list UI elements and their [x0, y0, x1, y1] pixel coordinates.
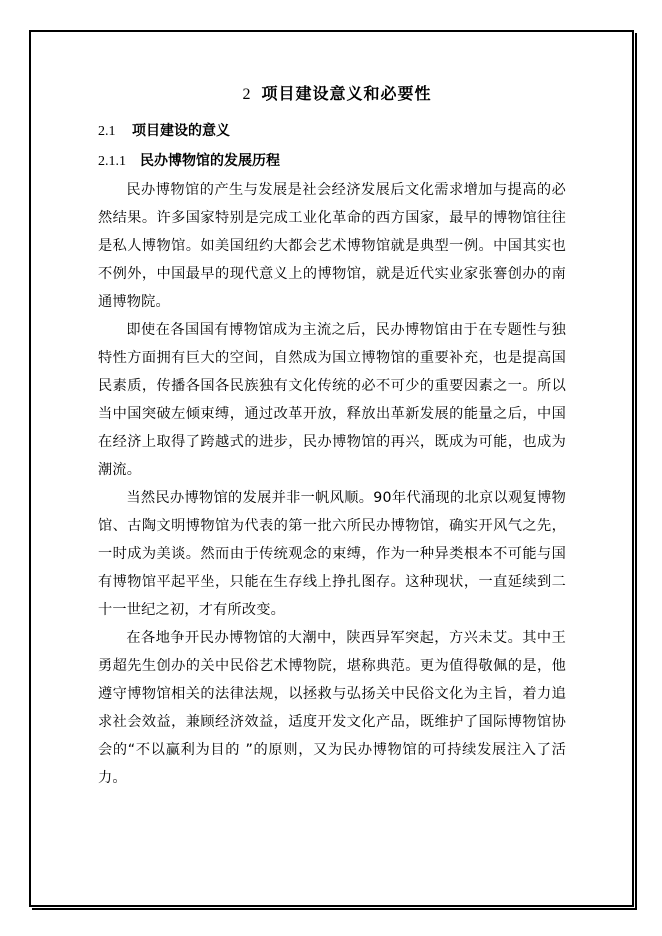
section-heading	[98, 116, 566, 146]
paragraph: 在各地争开民办博物馆的大潮中，陕西异军突起，方兴未艾。其中王勇超先生创办的关中民俗艺术博物院，堪称典范。更为值得敬佩的是，他遵守博物馆相关的法律法规，以拯救与弘扬关中民俗文化为主旨，着力追求社会效益，兼顾经济效益，适度开发文化产品，既维护了国际博物馆协会的“不以赢利为目的 ”的原则，又为民办博物馆的可持续发展注入了活力。	[98, 630, 566, 786]
paragraph: 民办博物馆的产生与发展是社会经济发展后文化需求增加与提高的必然结果。许多国家特别是完成工业化革命的西方国家，最早的博物馆往往是私人博物馆。如美国纽约大都会艺术博物馆就是典型一例。中国其实也不例外，中国最早的现代意义上的博物馆，就是近代实业家张謇创办的南通博物院。	[98, 182, 566, 310]
subsection-title-text: 民办博物馆的发展历程	[140, 153, 280, 169]
chapter-title	[98, 78, 566, 110]
chapter-number: 2	[242, 86, 252, 103]
subsection-heading	[98, 146, 566, 176]
document-body	[98, 78, 566, 792]
subsection-number: 2.1.1	[98, 154, 126, 169]
paragraph: 当然民办博物馆的发展并非一帆风顺。90年代涌现的北京以观复博物馆、古陶文明博物馆为代表的第一批六所民办博物馆，确实开风气之先，一时成为美谈。然而由于传统观念的束缚，作为一种异类根本不可能与国有博物馆平起平坐，只能在生存线上挣扎图存。这种现状，一直延续到二十一世纪之初，才有所改变。	[98, 490, 566, 618]
section-title-text: 项目建设的意义	[132, 123, 230, 139]
chapter-title-text: 项目建设意义和必要性	[261, 84, 432, 103]
section-number: 2.1	[98, 124, 116, 139]
paragraph: 即使在各国国有博物馆成为主流之后，民办博物馆由于在专题性与独特性方面拥有巨大的空间，自然成为国立博物馆的重要补充，也是提高国民素质，传播各国各民族独有文化传统的必不可少的重要因素之一。所以当中国突破左倾束缚，通过改革开放，释放出革新发展的能量之后，中国在经济上取得了跨越式的进步，民办博物馆的再兴，既成为可能，也成为潮流。	[98, 322, 566, 478]
